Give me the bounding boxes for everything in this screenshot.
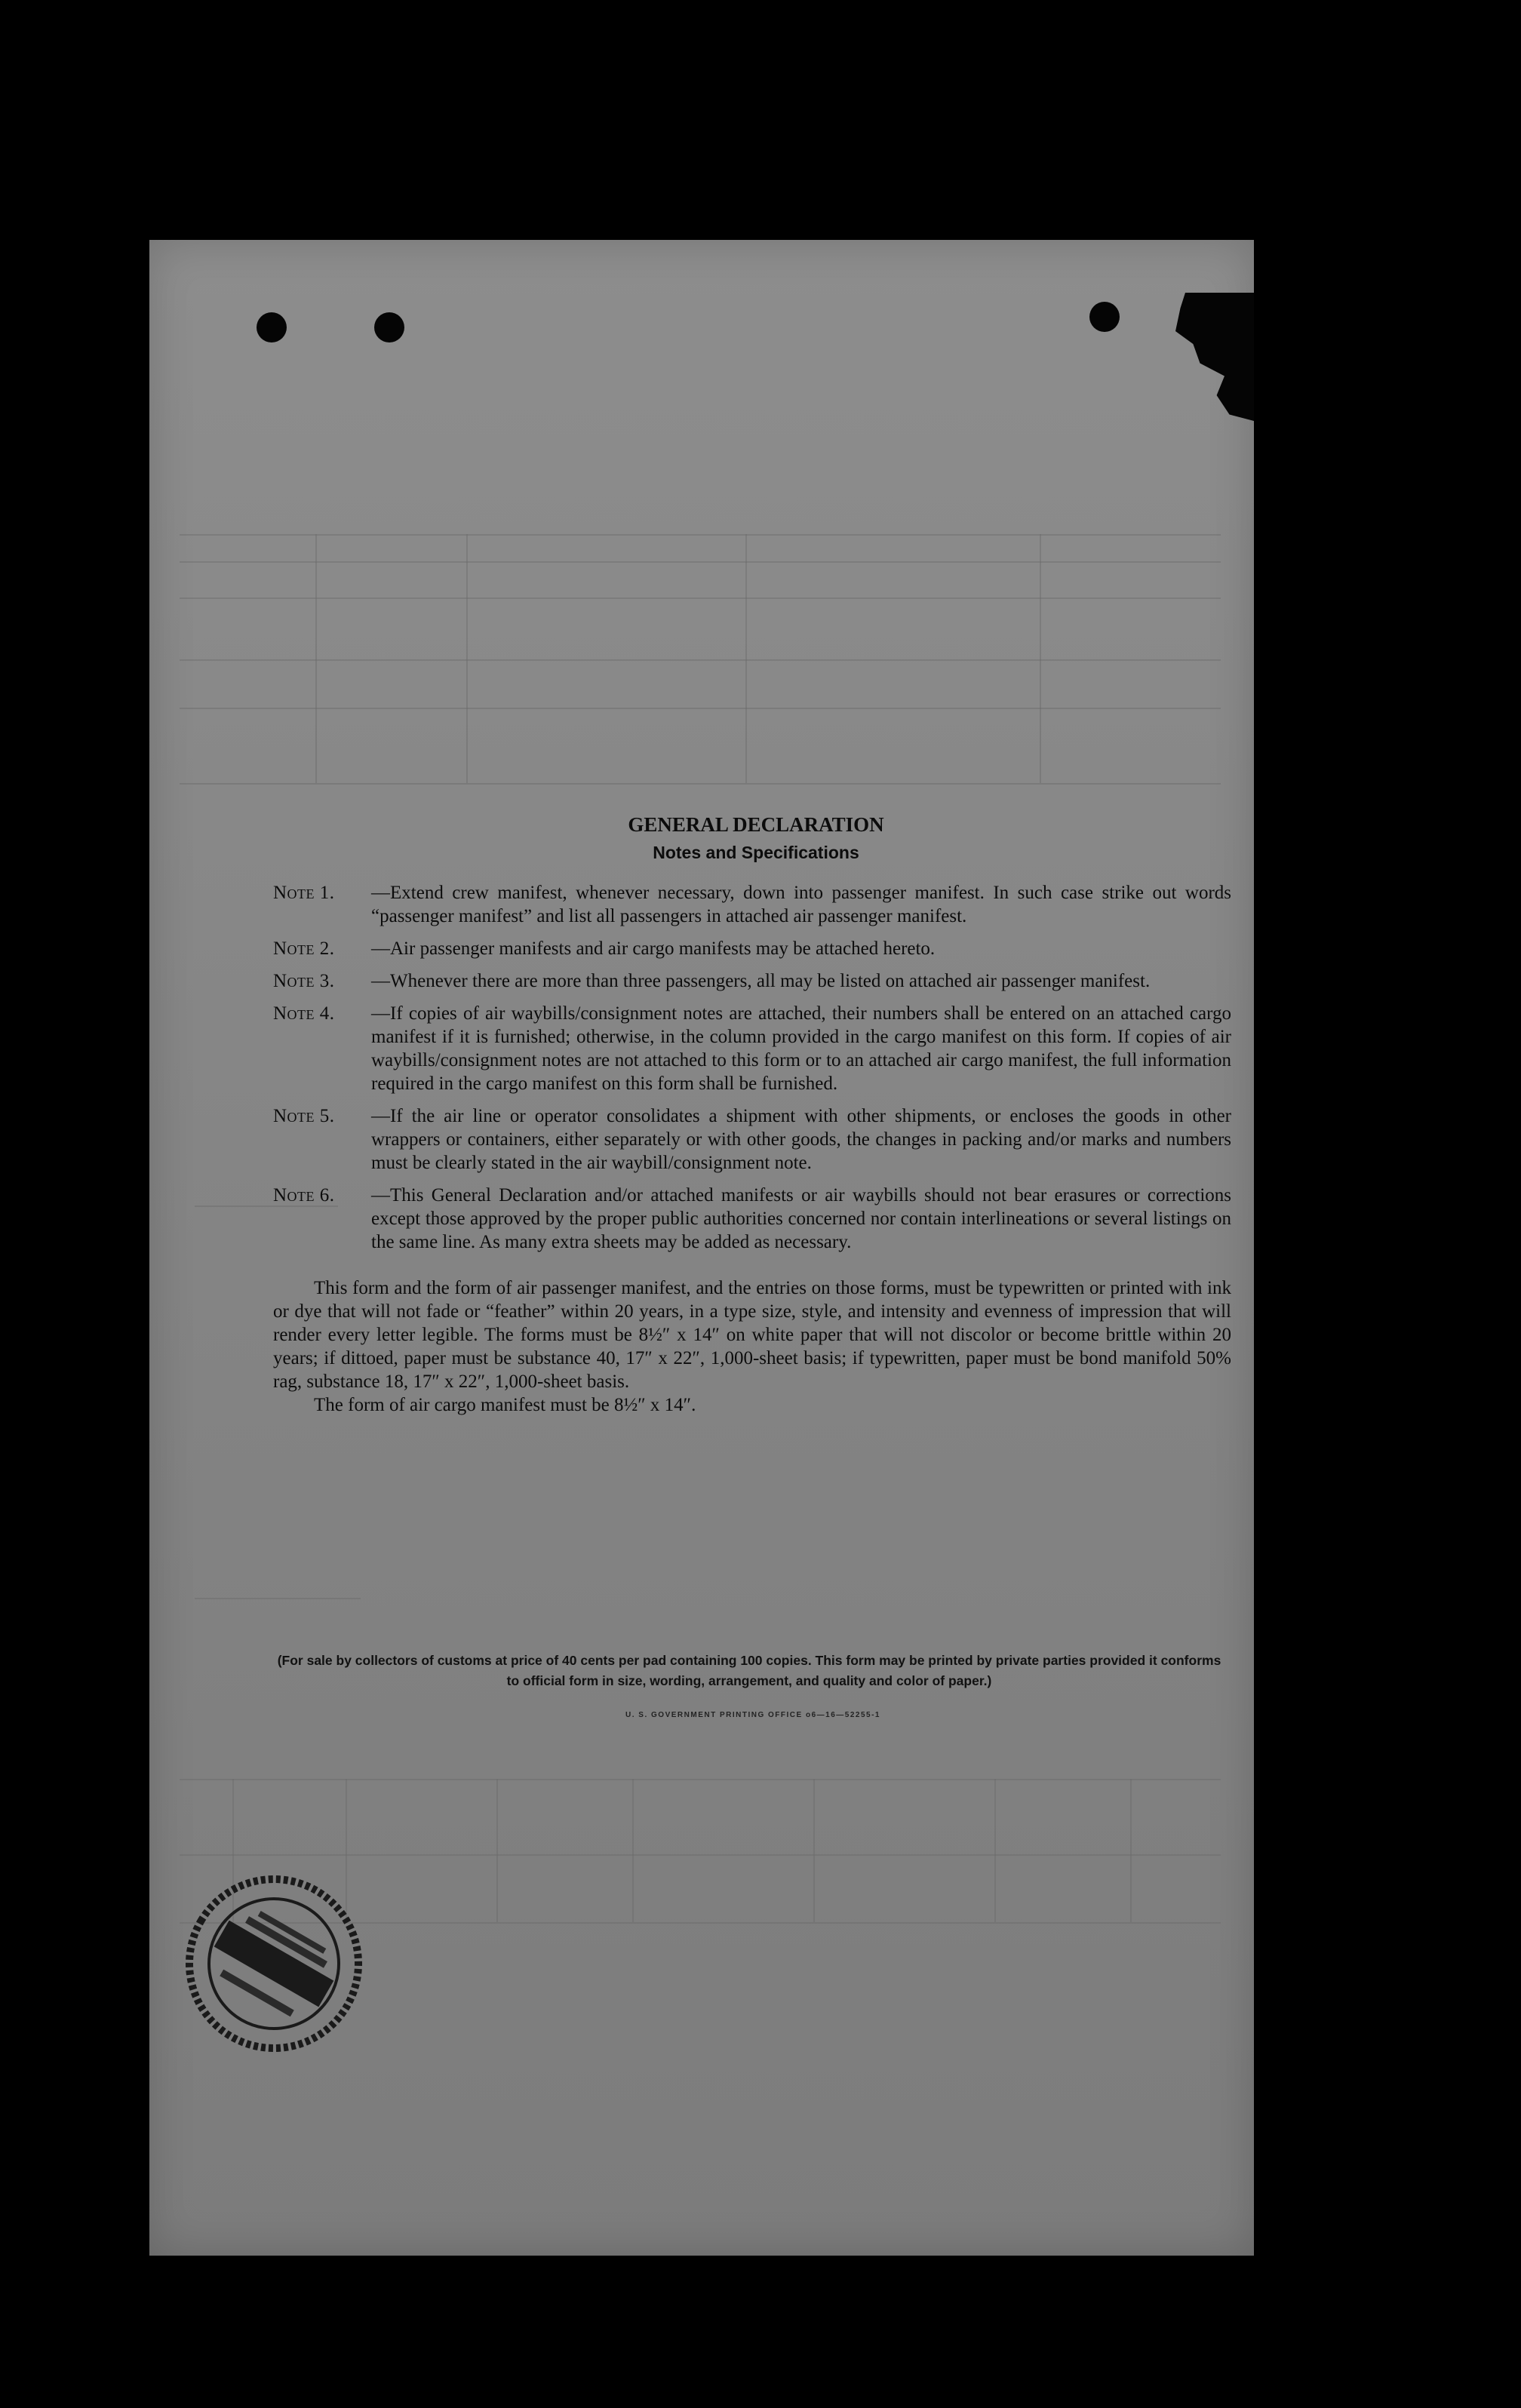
- received-stamp-icon: [150, 1840, 398, 2087]
- document-title: GENERAL DECLARATION: [628, 813, 884, 836]
- note-text: —If copies of air waybills/consignment notes are attached, their numbers shall be entered on an attached cargo manifest if it is furnished; otherwise, in the column provided in the cargo manifest on this form. If copies of air waybills/consignment notes are not attached to this form or to an attached air cargo manifest, the full information required in the cargo manifest on this form shall be furnished.: [371, 1003, 1231, 1094]
- note-label: Note 4.: [273, 1003, 335, 1024]
- note-label: Note 3.: [273, 971, 335, 991]
- document-subtitle: Notes and Specifications: [653, 843, 859, 862]
- note-text: —If the air line or operator consolidates a shipment with other shipments, or encloses the goods in other wrappers or containers, either separately or with other goods, the changes in packing and/or marks and numbers must be clearly stated in the air waybill/consignment note.: [371, 1106, 1231, 1173]
- cargo-manifest-specification: The form of air cargo manifest must be 8½″ x 14″.: [314, 1395, 696, 1415]
- note-item: [273, 1184, 1231, 1254]
- note-item: [273, 937, 1231, 960]
- note-text: —Extend crew manifest, whenever necessary, down into passenger manifest. In such case strike out words “passenger manifest” and list all passengers in attached air passenger manifest.: [371, 883, 1231, 926]
- torn-corner: [1156, 293, 1254, 421]
- note-text: —Whenever there are more than three passengers, all may be listed on attached air passenger manifest.: [371, 971, 1151, 991]
- note-text: —This General Declaration and/or attached manifests or air waybills should not bear erasures or corrections except those approved by the proper public authorities concerned nor contain interlineations or several listings on the same line. As many extra sheets may be added as necessary.: [371, 1185, 1231, 1252]
- note-item: [273, 881, 1231, 928]
- note-label: Note 5.: [273, 1106, 335, 1126]
- punch-hole: [374, 312, 404, 342]
- form-specification-paragraph: This form and the form of air passenger manifest, and the entries on those forms, must be typewritten or printed with ink or dye that will not fade or “feather” within 20 years, in a type size, style, and intensity and evenness of impression that will render every letter legible. The forms must be 8½″ x 14″ on white paper that will not discolor or become brittle within 20 years; if dittoed, paper must be substance 40, 17″ x 22″, 1,000-sheet basis; if typewritten, paper must be bond manifold 50% rag, substance 18, 17″ x 22″, 1,000-sheet basis.: [273, 1278, 1231, 1392]
- sale-note: (For sale by collectors of customs at price of 40 cents per pad containing 100 copies. This form may be printed by private parties provided it conforms to official form in size, wording, arrangement, and quality and color of paper.): [277, 1653, 1221, 1688]
- note-item: [273, 1002, 1231, 1095]
- printing-office-line: U. S. GOVERNMENT PRINTING OFFICE o6—16—52255-1: [625, 1711, 880, 1719]
- punch-hole: [257, 312, 287, 342]
- note-label: Note 6.: [273, 1185, 335, 1206]
- note-text: —Air passenger manifests and air cargo manifests may be attached hereto.: [371, 938, 936, 959]
- note-label: Note 1.: [273, 883, 335, 903]
- document-page: [149, 240, 1254, 2256]
- note-label: Note 2.: [273, 938, 335, 959]
- note-item: [273, 969, 1231, 993]
- note-item: [273, 1104, 1231, 1175]
- notes-and-specifications: [273, 813, 1231, 1417]
- punch-hole: [1089, 302, 1120, 332]
